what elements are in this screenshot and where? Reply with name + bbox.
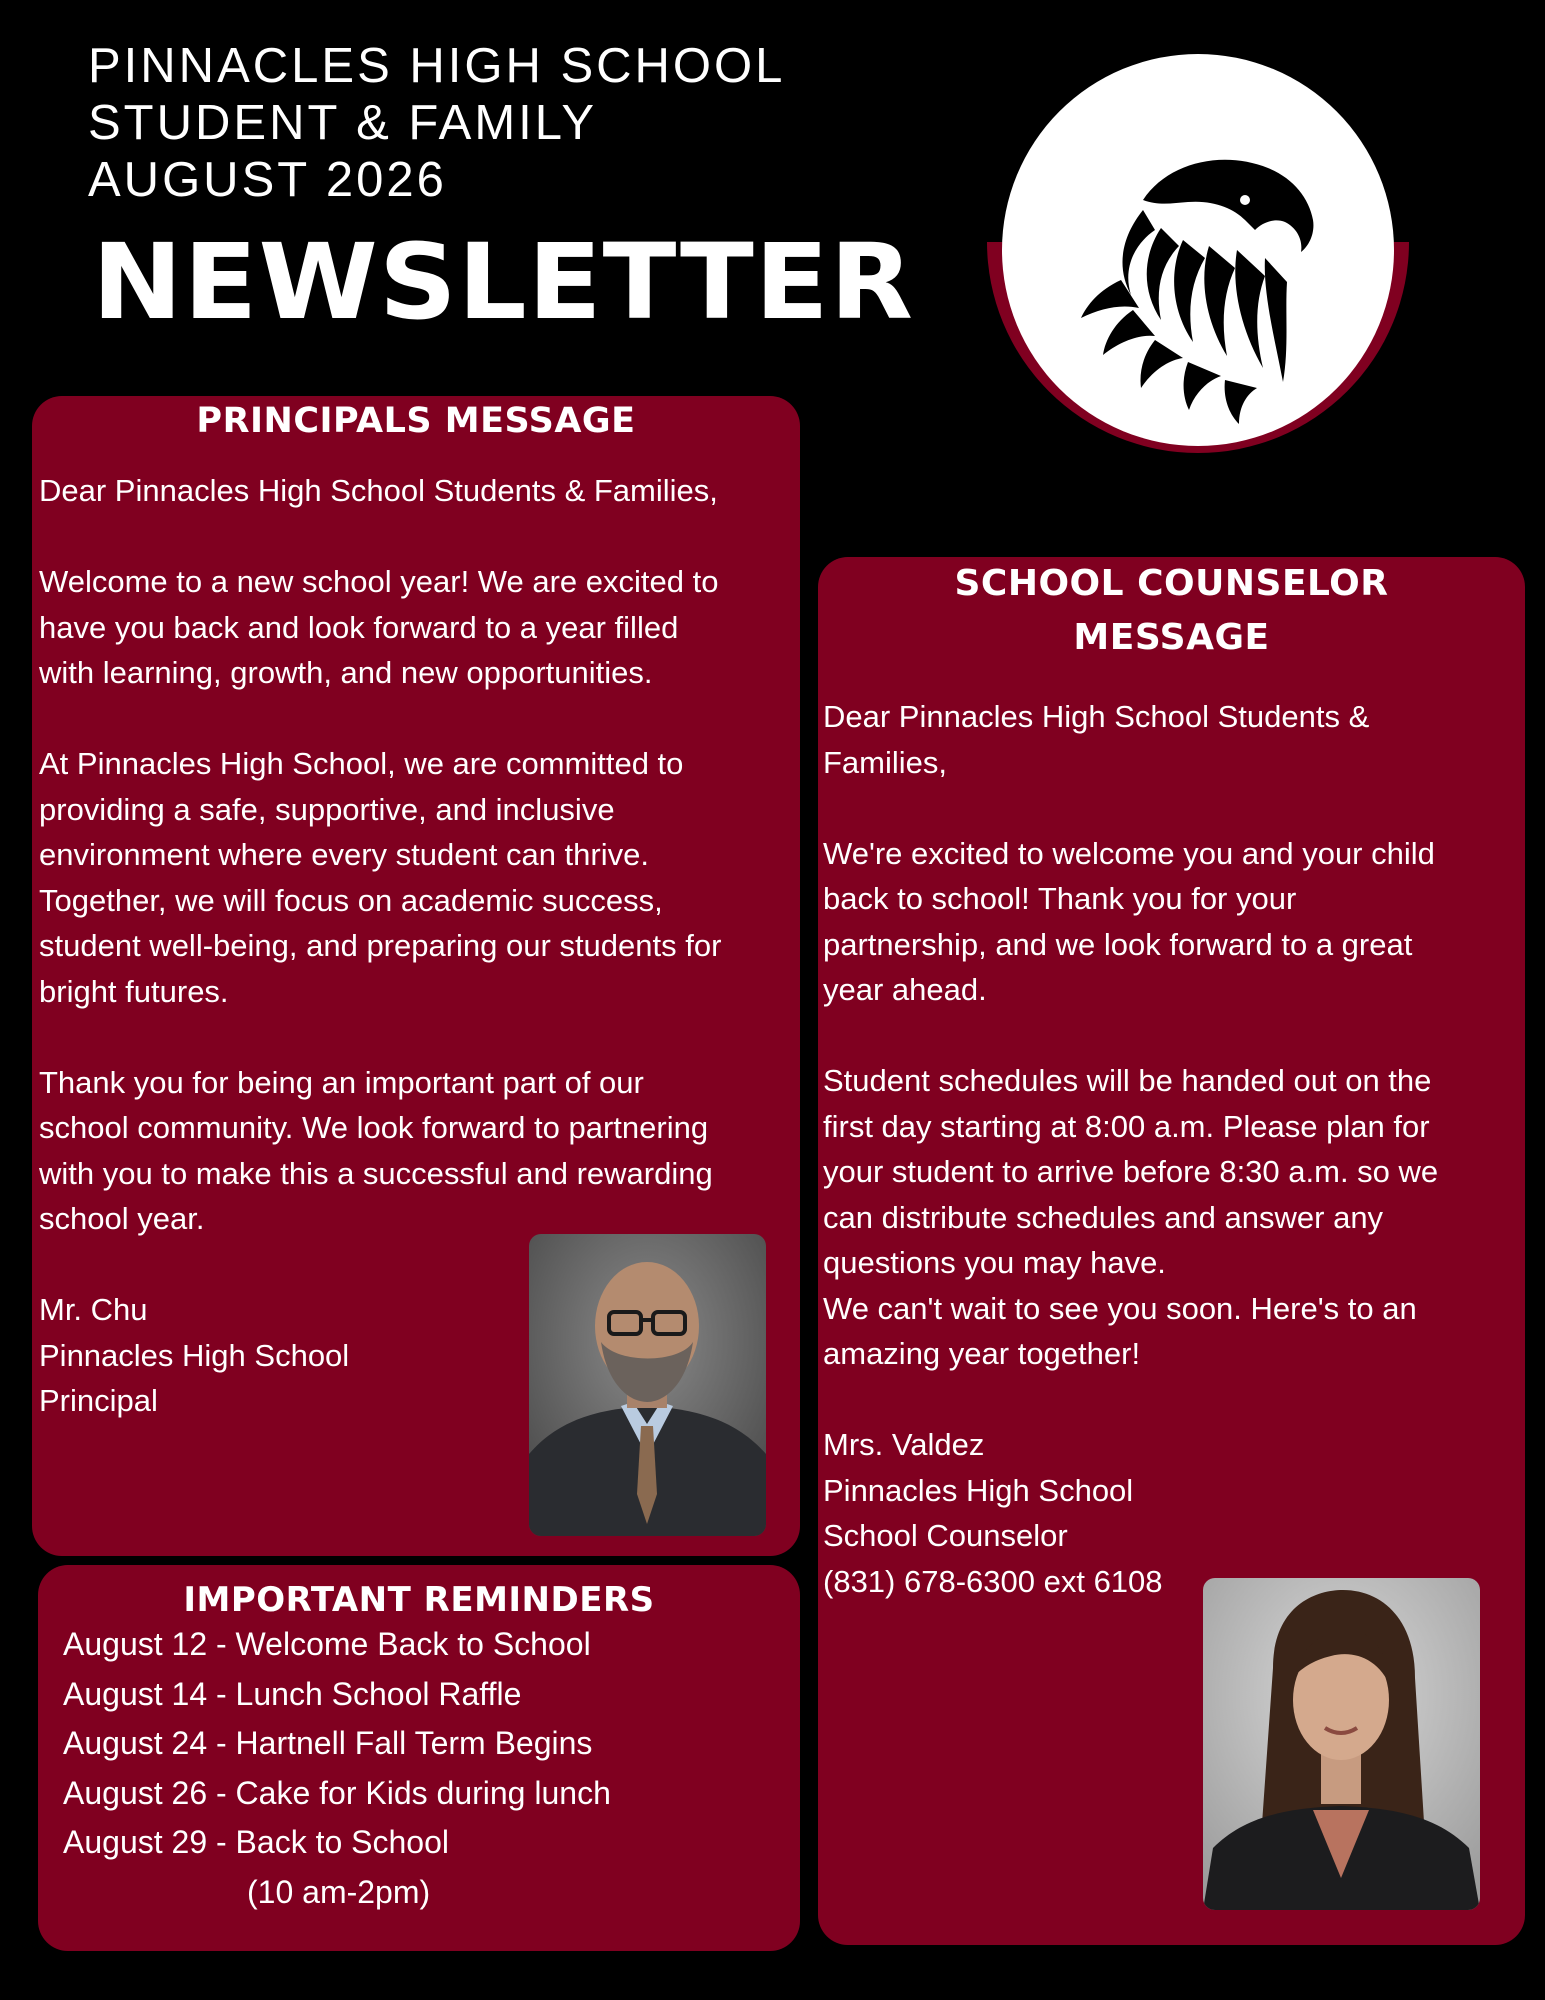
counselor-text-line: We're excited to welcome you and your child bbox=[823, 835, 1435, 871]
school-logo bbox=[983, 50, 1413, 475]
principal-photo bbox=[529, 1234, 766, 1536]
counselor-text-line: first day starting at 8:00 a.m. Please plan for bbox=[823, 1108, 1430, 1144]
reminder-item: August 24 - Hartnell Fall Term Begins bbox=[63, 1725, 593, 1761]
principal-heading: PRINCIPALS MESSAGE bbox=[196, 401, 636, 441]
reminder-item: August 14 - Lunch School Raffle bbox=[63, 1675, 522, 1712]
principal-name: Mr. Chu bbox=[39, 1292, 148, 1327]
school-name: PINNACLES HIGH SCHOOL bbox=[88, 39, 786, 93]
counselor-text-line: We can't wait to see you soon. Here's to an bbox=[823, 1290, 1417, 1326]
principal-text-line: Thank you for being an important part of our bbox=[39, 1064, 644, 1100]
reminder-item: August 29 - Back to School bbox=[63, 1824, 449, 1860]
reminder-item-detail: (10 am-2pm) bbox=[247, 1873, 431, 1910]
principal-text-line: have you back and look forward to a year filled bbox=[39, 609, 679, 645]
counselor-title: School Counselor bbox=[823, 1518, 1068, 1553]
counselor-photo bbox=[1203, 1578, 1480, 1910]
counselor-school: Pinnacles High School bbox=[823, 1472, 1134, 1508]
principal-text-line: with you to make this a successful and rewarding bbox=[39, 1155, 713, 1191]
page-title: NEWSLETTER bbox=[92, 221, 915, 343]
audience-line: STUDENT & FAMILY bbox=[88, 96, 598, 150]
counselor-text-line: questions you may have. bbox=[823, 1245, 1166, 1280]
counselor-phone: (831) 678-6300 ext 6108 bbox=[823, 1563, 1163, 1599]
principal-text-line: Together, we will focus on academic success, bbox=[39, 882, 663, 918]
counselor-text-line: back to school! Thank you for your bbox=[823, 881, 1297, 916]
principal-text-line: environment where every student can thrive. bbox=[39, 837, 649, 872]
counselor-heading-line: MESSAGE bbox=[1073, 617, 1270, 658]
counselor-message-body bbox=[823, 694, 1438, 1604]
principal-text-line: with learning, growth, and new opportunities. bbox=[39, 655, 653, 690]
counselor-greeting: Dear Pinnacles High School Students & bbox=[823, 699, 1370, 734]
counselor-text-line: your student to arrive before 8:30 a.m. so we bbox=[823, 1154, 1439, 1189]
header-block bbox=[88, 38, 785, 209]
eagle-head-mascot-icon bbox=[983, 50, 1413, 475]
reminder-item: August 26 - Cake for Kids during lunch bbox=[63, 1774, 611, 1811]
reminders-list bbox=[63, 1620, 611, 1917]
reminder-item: August 12 - Welcome Back to School bbox=[63, 1626, 591, 1662]
principal-text-line: At Pinnacles High School, we are committed to bbox=[39, 746, 684, 781]
counselor-text-line: amazing year together! bbox=[823, 1336, 1141, 1371]
principal-school: Pinnacles High School bbox=[39, 1337, 350, 1373]
principal-text-line: Welcome to a new school year! We are excited to bbox=[39, 564, 719, 599]
counselor-text-line: partnership, and we look forward to a great bbox=[823, 926, 1413, 962]
counselor-heading bbox=[818, 557, 1525, 665]
principal-greeting: Dear Pinnacles High School Students & Families, bbox=[39, 473, 718, 508]
principal-text-line: student well-being, and preparing our students for bbox=[39, 928, 722, 963]
counselor-heading-line: SCHOOL COUNSELOR bbox=[954, 563, 1389, 604]
counselor-text-line: year ahead. bbox=[823, 972, 987, 1007]
issue-date: AUGUST 2026 bbox=[88, 153, 447, 207]
counselor-text-line: Student schedules will be handed out on the bbox=[823, 1063, 1432, 1098]
principal-title: Principal bbox=[39, 1383, 158, 1418]
principal-text-line: providing a safe, supportive, and inclusive bbox=[39, 791, 615, 827]
principal-text-line: bright futures. bbox=[39, 973, 229, 1009]
counselor-greeting: Families, bbox=[823, 744, 948, 780]
reminders-heading: IMPORTANT REMINDERS bbox=[183, 1580, 655, 1620]
counselor-name: Mrs. Valdez bbox=[823, 1427, 985, 1462]
counselor-text-line: can distribute schedules and answer any bbox=[823, 1199, 1384, 1235]
principal-text-line: school year. bbox=[39, 1201, 205, 1236]
reminders-card bbox=[38, 1565, 800, 1951]
principal-text-line: school community. We look forward to partnering bbox=[39, 1110, 709, 1145]
